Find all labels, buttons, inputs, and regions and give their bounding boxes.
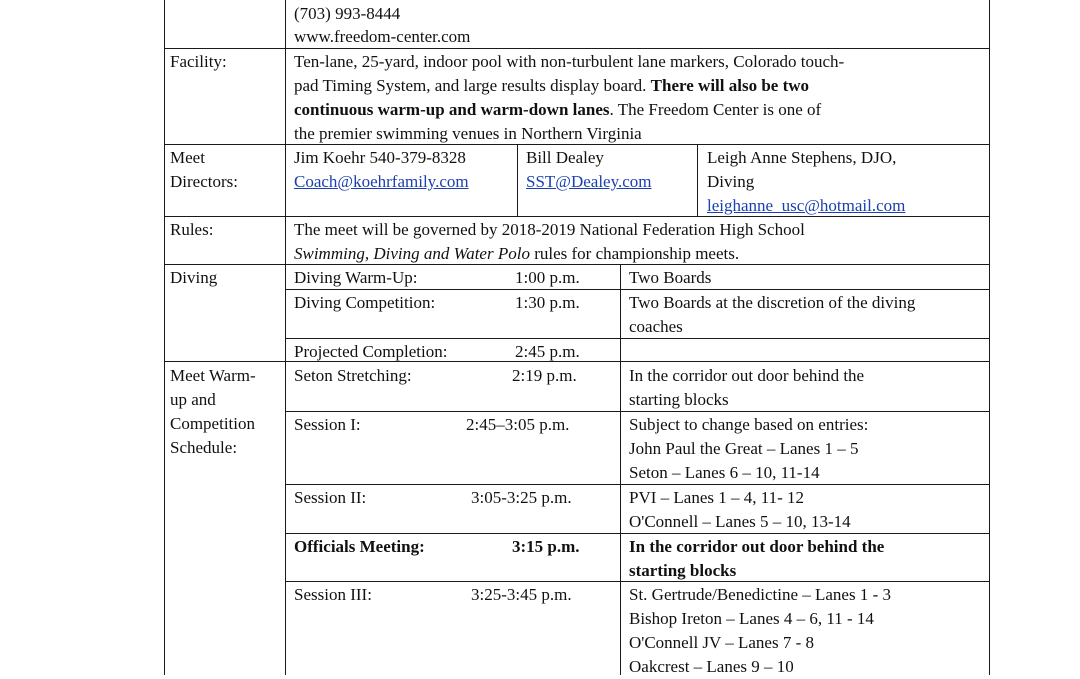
diving-event: Projected Completion: [294,342,448,361]
diving-time: 1:30 p.m. [515,293,580,312]
director-email-link[interactable] [294,170,469,194]
facility-line: Ten-lane, 25-yard, indoor pool with non-turbulent lane markers, Colorado touch- [294,52,845,71]
director-name: Jim Koehr 540-379-8328 [294,148,466,167]
directors-divider [517,144,518,216]
diving-time: 2:45 p.m. [515,342,580,361]
facility-line-text: . The Freedom Center is one of [609,100,822,119]
schedule-note: John Paul the Great – Lanes 1 – 5 [629,439,859,458]
facility-line [294,74,809,98]
director-email-link[interactable] [526,170,652,194]
schedule-time: 2:19 p.m. [512,366,577,385]
diving-label: Diving [170,268,218,287]
schedule-event: Seton Stretching: [294,366,412,385]
facility-line: the premier swimming venues in Northern Virginia [294,124,642,143]
schedule-time: 3:05-3:25 p.m. [471,488,572,507]
directors-label: Directors: [170,172,238,191]
schedule-event: Session III: [294,585,372,604]
facility-label: Facility: [170,52,227,71]
row-rule [164,48,990,49]
rules-label: Rules: [170,220,214,239]
director-role: Diving [707,172,755,191]
schedule-label: Competition [170,414,255,433]
rules-line [294,242,739,266]
facility-line [294,98,821,122]
director-email-link-text[interactable]: Coach@koehrfamily.com [294,172,469,191]
schedule-note: Seton – Lanes 6 – 10, 11-14 [629,463,820,482]
diving-event: Diving Competition: [294,293,436,312]
schedule-note: Subject to change based on entries: [629,415,869,434]
schedule-time: 2:45–3:05 p.m. [466,415,570,434]
rules-line: The meet will be governed by 2018-2019 National Federation High School [294,220,805,239]
rules-publication-title: Swimming, Diving and Water Polo [294,244,530,263]
facility-warmup-highlight: continuous warm-up and warm-down lanes [294,100,610,119]
directors-divider [697,144,698,216]
schedule-note: starting blocks [629,390,729,409]
facility-website: www.freedom-center.com [294,27,471,46]
schedule-note: In the corridor out door behind the [629,537,885,556]
diving-note: Two Boards [629,268,712,287]
facility-phone: (703) 993-8444 [294,4,401,23]
schedule-note: Bishop Ireton – Lanes 4 – 6, 11 - 14 [629,609,874,628]
diving-divider [620,264,621,361]
schedule-note: Oakcrest – Lanes 9 – 10 [629,657,794,676]
schedule-divider [620,361,621,675]
diving-time: 1:00 p.m. [515,268,580,287]
rules-line-text: rules for championship meets. [529,244,740,263]
diving-event: Diving Warm-Up: [294,268,418,287]
director-name: Bill Dealey [526,148,604,167]
schedule-label: up and [170,390,216,409]
director-email-link-text[interactable]: leighanne_usc@hotmail.com [707,196,906,215]
facility-line-text: pad Timing System, and large results display board. [294,76,647,95]
director-name: Leigh Anne Stephens, DJO, [707,148,897,167]
schedule-note: In the corridor out door behind the [629,366,865,385]
table-border-left [164,0,165,675]
schedule-note: O'Connell – Lanes 5 – 10, 13-14 [629,512,851,531]
facility-warmup-highlight: There will also be two [650,76,810,95]
schedule-time: 3:15 p.m. [512,537,580,556]
diving-note: Two Boards at the discretion of the diving [629,293,916,312]
schedule-note: St. Gertrude/Benedictine – Lanes 1 - 3 [629,585,892,604]
schedule-label: Meet Warm- [170,366,256,385]
diving-note: coaches [629,317,683,336]
schedule-note: O'Connell JV – Lanes 7 - 8 [629,633,815,652]
table-border-right [989,0,990,222]
schedule-time: 3:25-3:45 p.m. [471,585,572,604]
schedule-note: starting blocks [629,561,737,580]
schedule-label: Schedule: [170,438,238,457]
schedule-event: Session I: [294,415,361,434]
schedule-event: Session II: [294,488,367,507]
directors-label: Meet [170,148,205,167]
schedule-event: Officials Meeting: [294,537,425,556]
schedule-note: PVI – Lanes 1 – 4, 11- 12 [629,488,805,507]
director-email-link[interactable] [707,194,905,218]
director-email-link-text[interactable]: SST@Dealey.com [526,172,652,191]
